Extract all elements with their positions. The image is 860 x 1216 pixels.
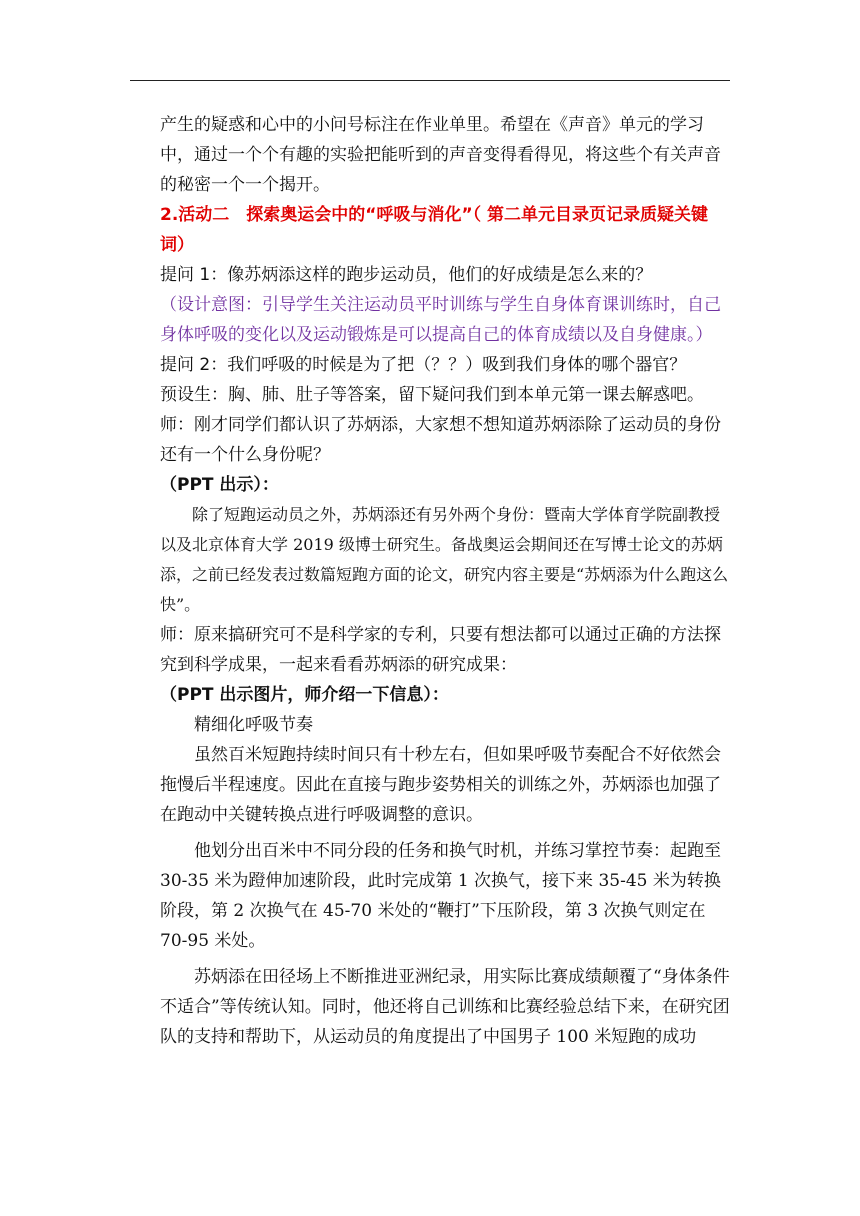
body-paragraph-1: 虽然百米短跑持续时间只有十秒左右，但如果呼吸节奏配合不好依然会拖慢后半程速度。因此在直接与跑步姿势相关的训练之外，苏炳添也加强了在跑动中关键转换点进行呼吸调整的意识。 bbox=[160, 745, 721, 825]
document-body bbox=[160, 110, 732, 1052]
question-2: 提问 2：我们呼吸的时候是为了把（？？）吸到我们身体的哪个器官？ bbox=[160, 355, 687, 375]
teacher-line-1: 师：刚才同学们都认识了苏炳添，大家想不想知道苏炳添除了运动员的身份还有一个什么身份呢？ bbox=[160, 415, 721, 465]
question-1: 提问 1：像苏炳添这样的跑步运动员，他们的好成绩是怎么来的？ bbox=[160, 265, 653, 285]
body-paragraph-2: 他划分出百米中不同分段的任务和换气时机，并练习掌控节奏：起跑至 30-35 米为蹬伸加速阶段，此时完成第 1 次换气，接下来 35-45 米为转换阶段，第 2 次换气在 45-70 米处的“鞭打”下压阶段，第 3 次换气则定在 70-95 米处。 bbox=[160, 841, 721, 951]
subheading-breathing: 精细化呼吸节奏 bbox=[194, 715, 313, 735]
expected-answer: 预设生：胸、肺、肚子等答案，留下疑问我们到本单元第一课去解惑吧。 bbox=[160, 385, 704, 405]
ppt-cue-1: （PPT 出示）： bbox=[160, 475, 279, 495]
activity-heading: 2.活动二 探索奥运会中的“呼吸与消化”（ 第二单元目录页记录质疑关键词） bbox=[160, 205, 709, 255]
teacher-line-2: 师：原来搞研究可不是科学家的专利，只要有想法都可以通过正确的方法探究到科学成果，一起来看看苏炳添的研究成果： bbox=[160, 625, 721, 675]
ppt-cue-2: （PPT 出示图片，师介绍一下信息）： bbox=[160, 685, 449, 705]
ppt-quote: 除了短跑运动员之外，苏炳添还有另外两个身份：暨南大学体育学院副教授以及北京体育大学 2019 级博士研究生。备战奥运会期间还在写博士论文的苏炳添，之前已经发表过数篇短跑方面的论文，研究内容主要是“苏炳添为什么跑这么快”。 bbox=[160, 505, 729, 614]
body-paragraph-3: 苏炳添在田径场上不断推进亚洲纪录，用实际比赛成绩颠覆了“身体条件不适合”等传统认知。同时，他还将自己训练和比赛经验总结下来，在研究团队的支持和帮助下，从运动员的角度提出了中国男子 100 米短跑的成功 bbox=[160, 967, 730, 1047]
paragraph-intro-continued: 产生的疑惑和心中的小问号标注在作业单里。希望在《声音》单元的学习中，通过一个个有趣的实验把能听到的声音变得看得见，将这些个有关声音的秘密一个一个揭开。 bbox=[160, 115, 721, 195]
header-rule bbox=[130, 80, 730, 81]
design-intent: （设计意图：引导学生关注运动员平时训练与学生自身体育课训练时，自己身体呼吸的变化以及运动锻炼是可以提高自己的体育成绩以及自身健康。） bbox=[160, 295, 721, 345]
